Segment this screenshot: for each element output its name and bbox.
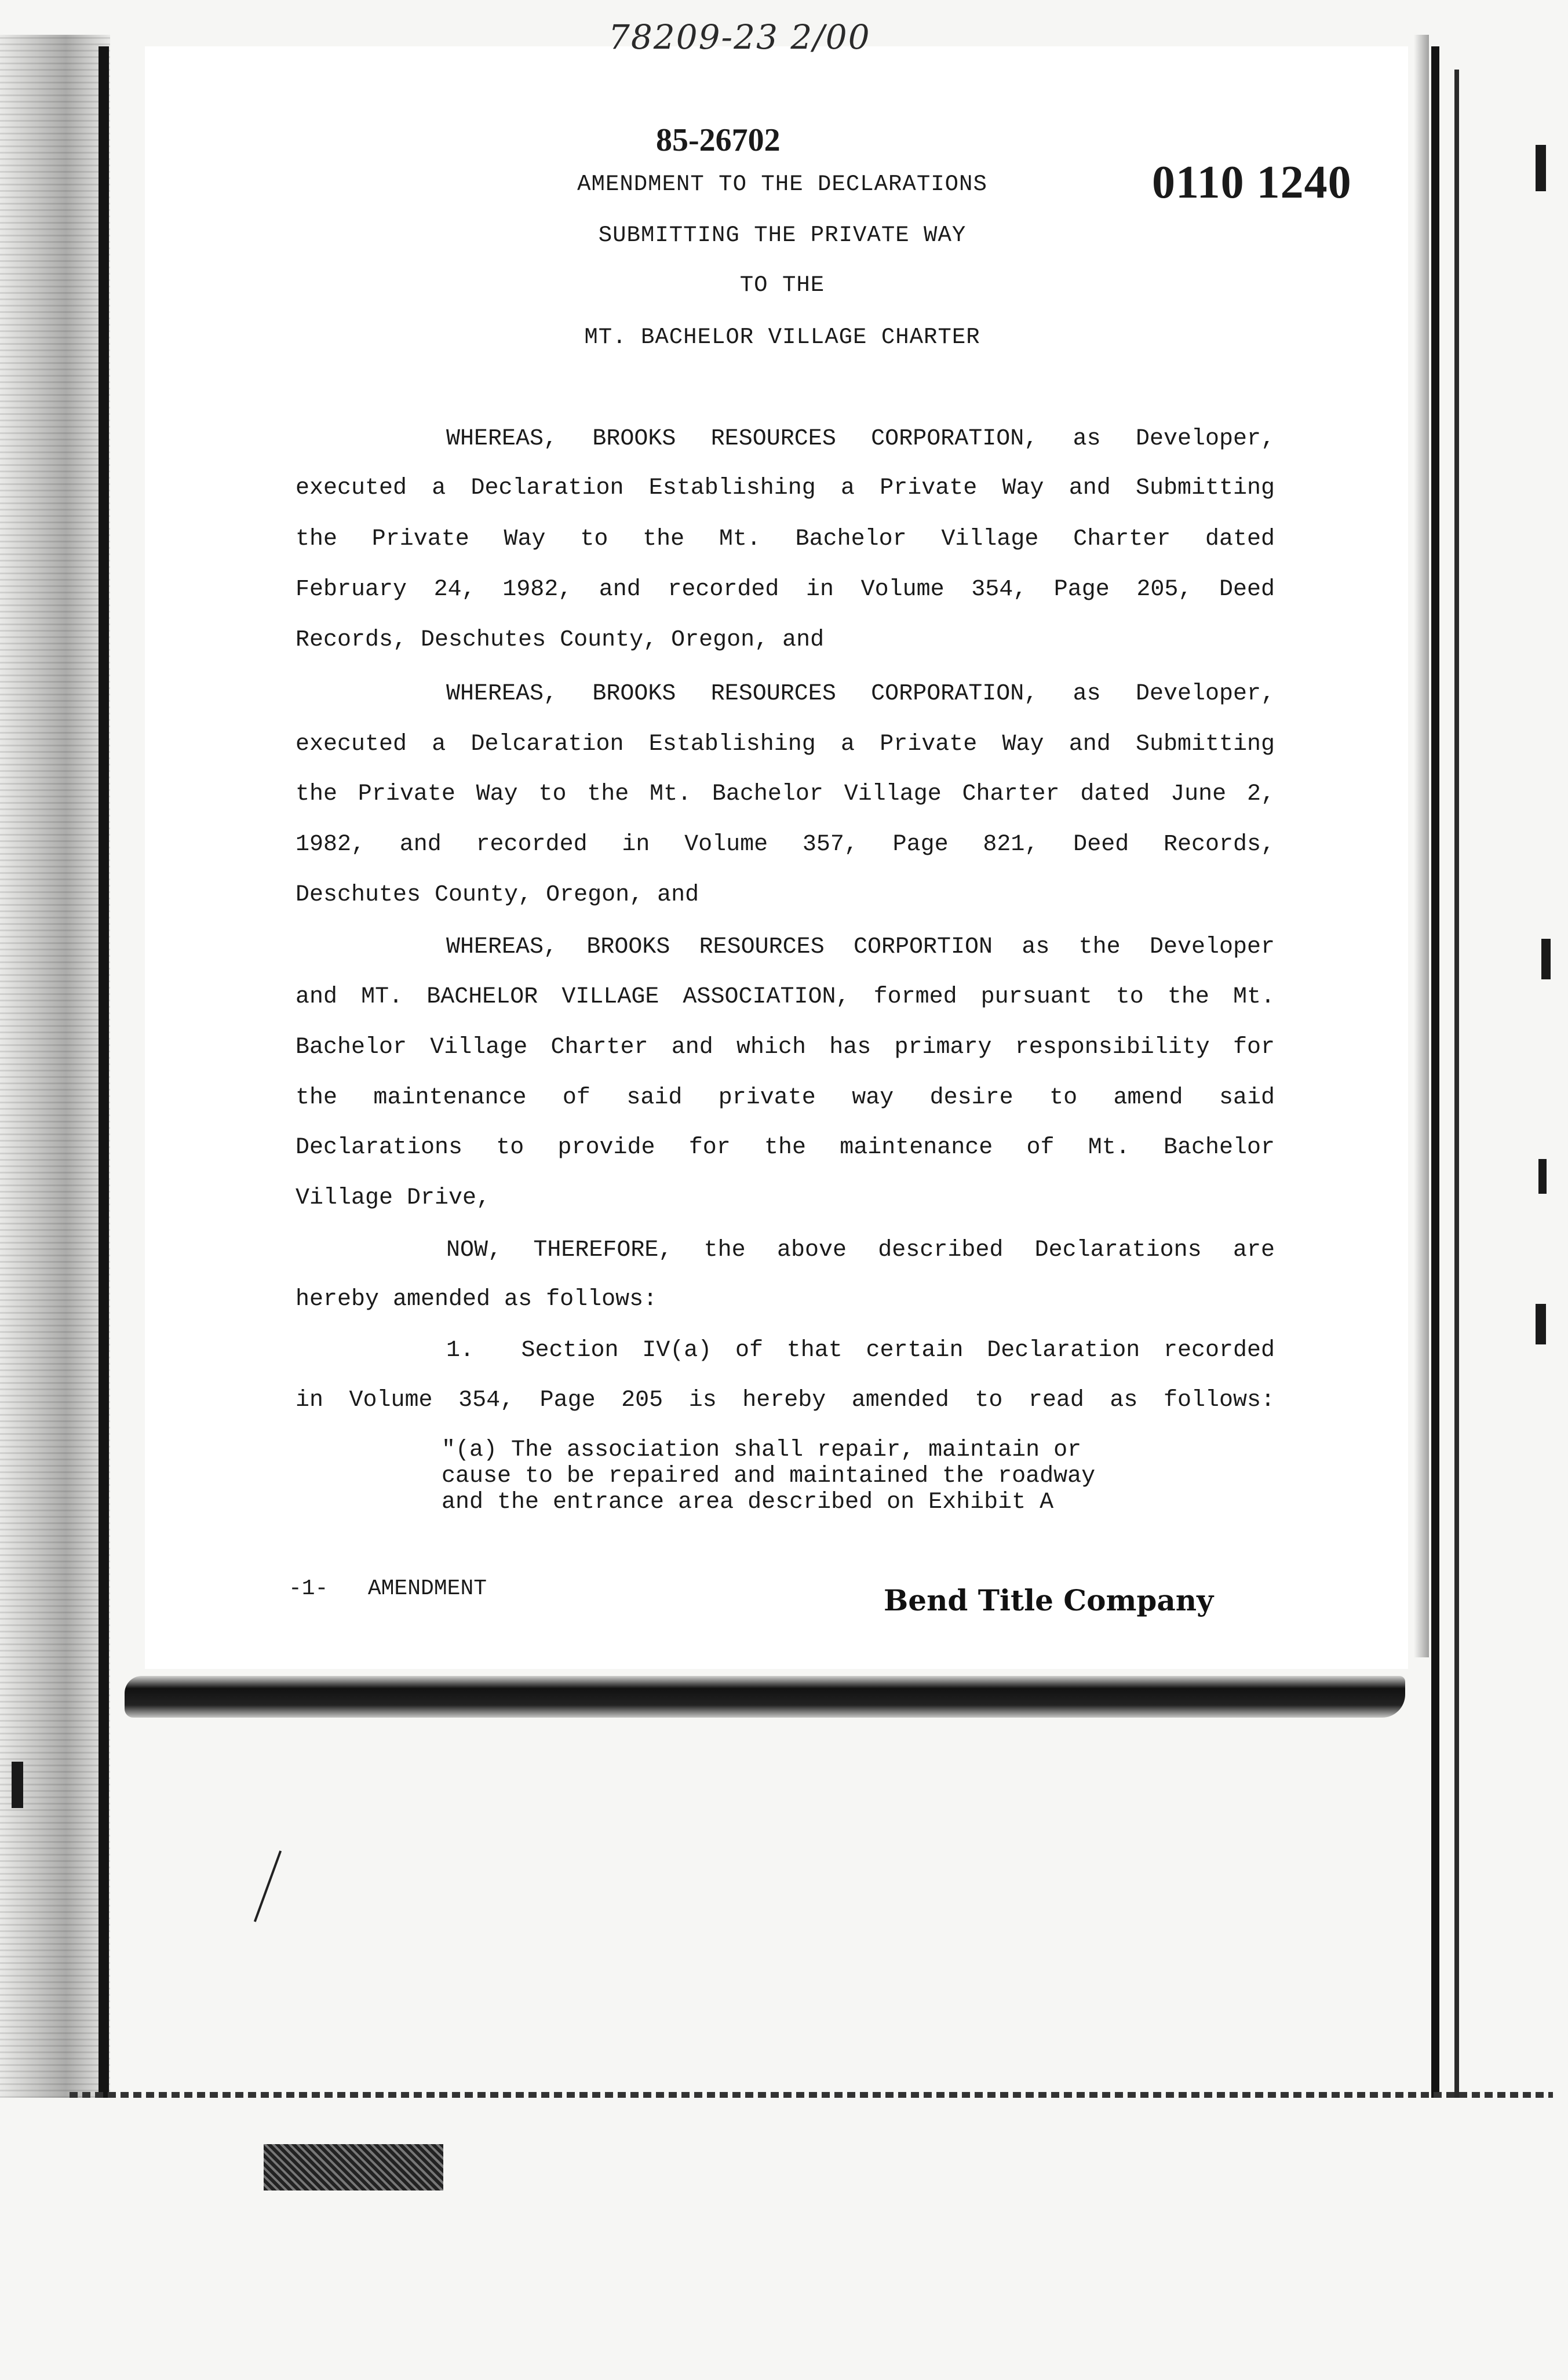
scan-edge-mark: [12, 1762, 23, 1808]
paragraph-3-line-6: Village Drive,: [296, 1185, 491, 1211]
paragraph-3-line-2: and MT. BACHELOR VILLAGE ASSOCIATION, formed pursuant to the Mt.: [296, 984, 1275, 1010]
paragraph-3-line-3: Bachelor Village Charter and which has primary responsibility for: [296, 1034, 1275, 1060]
paragraph-2-line-1: WHEREAS, BROOKS RESOURCES CORPORATION, as Developer,: [446, 681, 1275, 707]
scan-edge-mark: [1536, 145, 1546, 191]
paragraph-3-line-4: the maintenance of said private way desire to amend said: [296, 1085, 1275, 1111]
paragraph-3-line-5: Declarations to provide for the maintenance of Mt. Bachelor: [296, 1135, 1275, 1161]
scan-bottom-band: [125, 1676, 1405, 1718]
handwritten-file-note: 78209-23 2/00: [608, 17, 871, 57]
paragraph-1-line-5: Records, Deschutes County, Oregon, and: [296, 627, 825, 653]
paragraph-2-line-4: 1982, and recorded in Volume 357, Page 821, Deed Records,: [296, 832, 1275, 858]
paragraph-4-line-1: NOW, THEREFORE, the above described Declarations are: [446, 1237, 1275, 1263]
title-company-stamp: Bend Title Company: [884, 1583, 1214, 1617]
scan-border-right-inner: [1454, 70, 1459, 2098]
title-line-2: SUBMITTING THE PRIVATE WAY: [598, 223, 967, 248]
paragraph-1-line-1: WHEREAS, BROOKS RESOURCES CORPORATION, as Developer,: [446, 426, 1275, 452]
scan-edge-mark: [1538, 1159, 1547, 1194]
paragraph-5-line-1: 1. Section IV(a) of that certain Declaration recorded: [446, 1337, 1275, 1364]
paragraph-1-line-3: the Private Way to the Mt. Bachelor Village Charter dated: [296, 526, 1275, 552]
title-line-3: TO THE: [739, 272, 825, 298]
paragraph-2-line-5: Deschutes County, Oregon, and: [296, 882, 699, 908]
paragraph-1-line-4: February 24, 1982, and recorded in Volume 354, Page 205, Deed: [296, 577, 1275, 603]
scan-border-right: [1431, 46, 1439, 2098]
page-footer: -1- AMENDMENT: [289, 1576, 487, 1601]
scan-stray-mark: [254, 1850, 282, 1922]
title-line-1: AMENDMENT TO THE DECLARATIONS: [577, 172, 987, 197]
paragraph-2-line-3: the Private Way to the Mt. Bachelor Village Charter dated June 2,: [296, 781, 1275, 807]
scan-shadow-right: [1414, 35, 1429, 1657]
scan-bottom-line: [70, 2092, 1553, 2098]
quoted-amendment-text: "(a) The association shall repair, maintain or cause to be repaired and maintained the roadway and the entrance area described on Exhibit A: [442, 1437, 1096, 1515]
paragraph-5-line-2: in Volume 354, Page 205 is hereby amended to read as follows:: [296, 1387, 1275, 1413]
title-line-4: MT. BACHELOR VILLAGE CHARTER: [584, 325, 980, 350]
scan-edge-mark: [1541, 939, 1551, 979]
paragraph-1-line-2: executed a Declaration Establishing a Private Way and Submitting: [296, 475, 1275, 501]
book-page-number: 0110 1240: [1152, 157, 1352, 208]
recording-number: 85-26702: [656, 122, 781, 158]
paragraph-2-line-2: executed a Delcaration Establishing a Private Way and Submitting: [296, 731, 1275, 757]
scan-border-left: [99, 46, 109, 2098]
paragraph-4-line-2: hereby amended as follows:: [296, 1286, 658, 1313]
scan-edge-mark: [1536, 1304, 1546, 1344]
paragraph-3-line-1: WHEREAS, BROOKS RESOURCES CORPORTION as the Developer: [446, 934, 1275, 960]
scan-blob: [264, 2144, 443, 2191]
